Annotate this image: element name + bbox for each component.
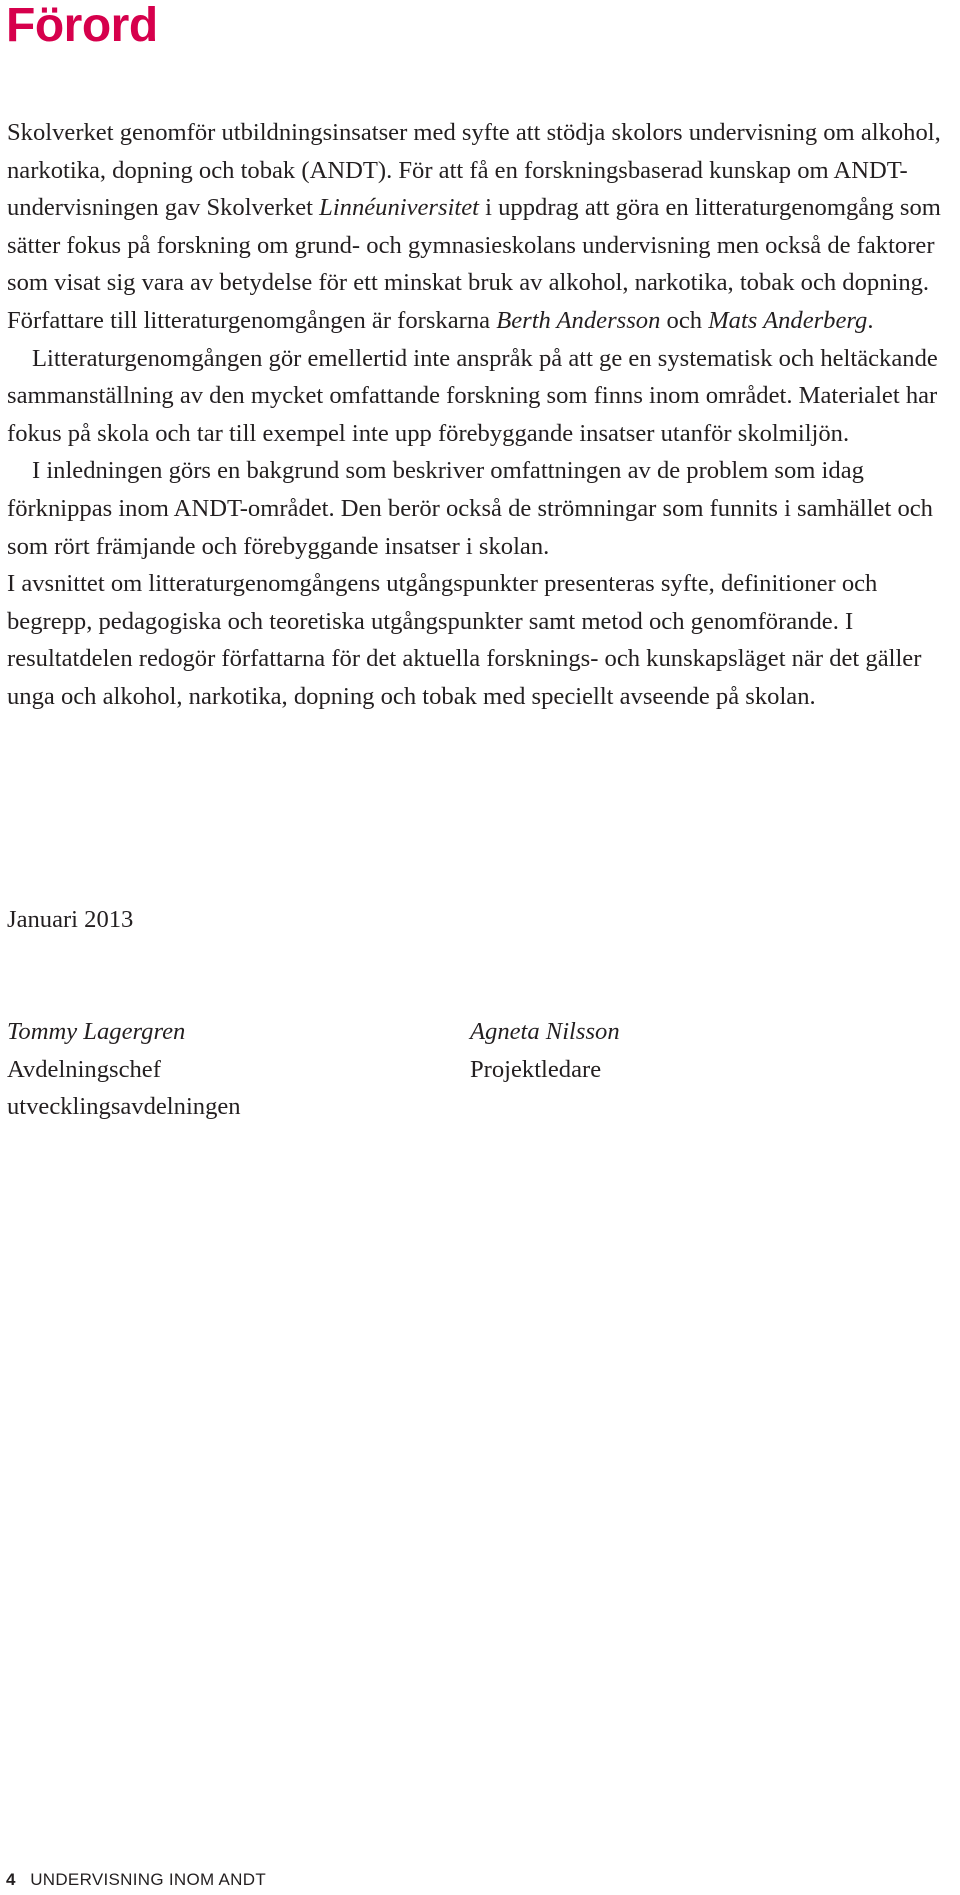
paragraph-1-text-2: i uppdrag att göra en litteraturgenomgång som sätter fokus på forskning om grund- och gymnasieskolans undervisning men också de faktorer som visat sig vara av betydelse för ett minskat bruk av alkohol, narkotika, tobak och dopning. Författare till litteraturgenomgången är forskarna [7,194,941,334]
signature-title: Projektledare [470,1055,602,1083]
paragraph-1-text-3: och [660,306,709,334]
paragraph-3-text: I inledningen görs en bakgrund som beskriver omfattningen av de problem som idag förknippas inom ANDT-området. Den berör också de strömningar som funnits i samhället och som rört främjande och förebyggande insatser i skolan. [7,457,933,560]
signature-block-2 [470,1013,620,1088]
paragraph-3 [7,452,957,565]
signature-block-1 [7,1013,241,1126]
paragraph-1-text-1: Skolverket genomför utbildningsinsatser med syfte att stödja skolors undervisning om alkohol, narkotika, dopning och tobak (ANDT). För att få en forskningsbaserad kunskap om ANDT-undervisningen gav Skolverket [7,119,941,222]
paragraph-1-university: Linnéuniversitet [319,194,479,222]
paragraph-4-text: I avsnittet om litteraturgenomgångens utgångspunkter presenteras syfte, definitioner och begrepp, pedagogiska och teoretiska utgångspunkter samt metod och genomförande. I resultatdelen redogör författarna för det aktuella forsknings- och kunskapsläget när det gäller unga och alkohol, narkotika, dopning och tobak med speciellt avseende på skolan. [7,570,922,710]
date: Januari 2013 [7,906,134,933]
running-title: UNDERVISNING INOM ANDT [30,1870,267,1889]
signature-title: Avdelningschef [7,1055,161,1083]
paragraph-1-author-2: Mats Anderberg [708,306,868,334]
signature-department: utvecklingsavdelningen [7,1093,241,1121]
paragraph-1 [7,114,957,340]
paragraph-1-text-4: . [867,306,874,334]
paragraph-2-text: Litteraturgenomgången gör emellertid inte anspråk på att ge en systematisk och heltäckande sammanställning av den mycket omfattande forskning som finns inom området. Materialet har fokus på skola och tar till exempel inte upp förebyggande insatser utanför skolmiljön. [7,344,938,447]
signature-name: Agneta Nilsson [470,1018,620,1045]
page-footer [6,1870,266,1890]
paragraph-2 [7,340,957,453]
page-title: Förord [6,0,158,52]
signature-name: Tommy Lagergren [7,1018,186,1045]
page-number: 4 [6,1870,16,1889]
paragraph-4 [7,565,957,715]
foreword-body [7,114,957,716]
paragraph-1-author-1: Berth Andersson [496,306,661,334]
